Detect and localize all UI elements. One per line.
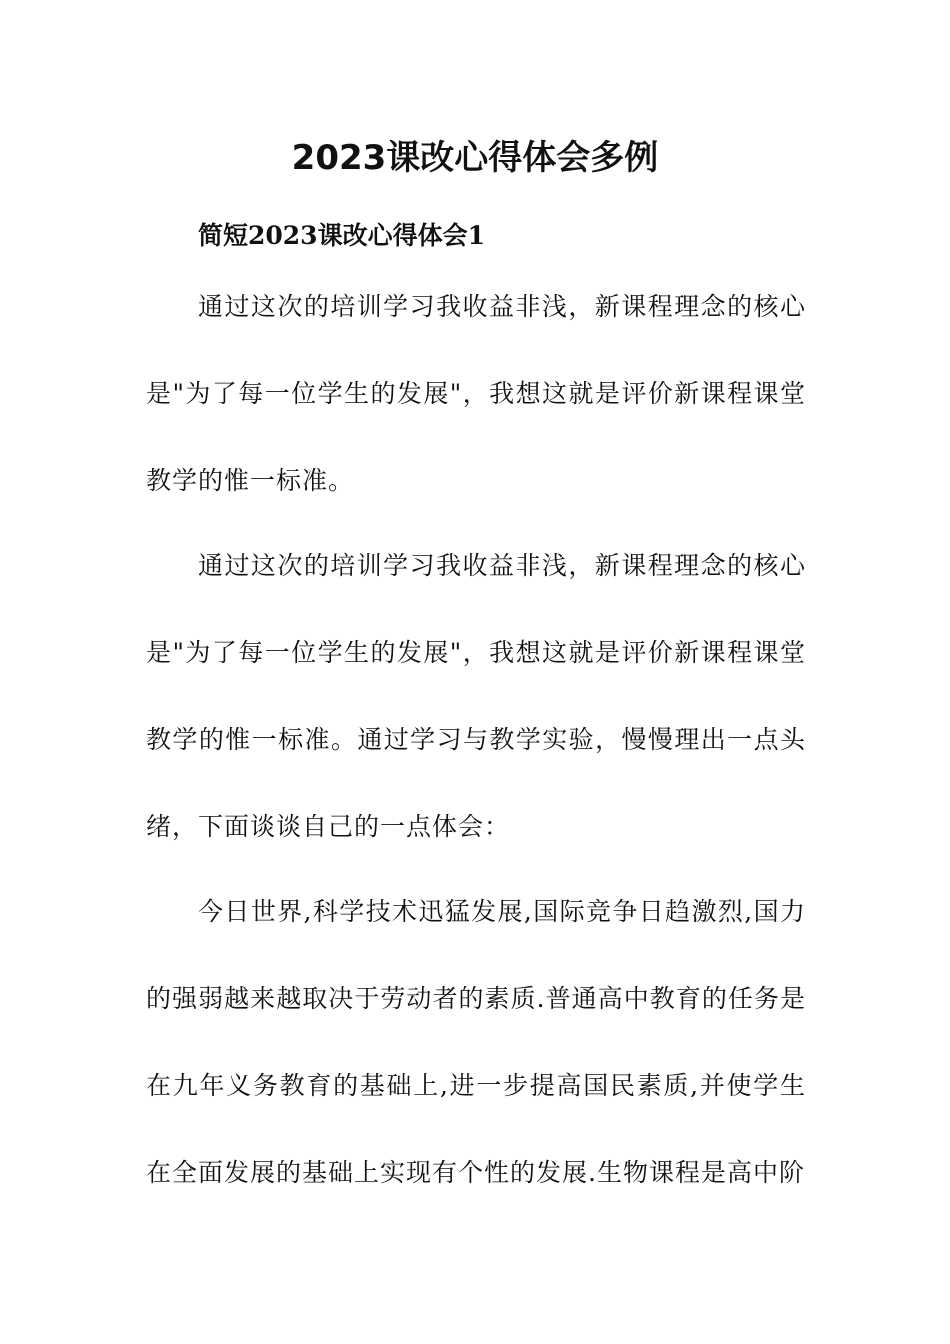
paragraph-1: 通过这次的培训学习我收益非浅，新课程理念的核心是"为了每一位学生的发展"，我想这就是评价新课程课堂教学的惟一标准。 [146, 292, 806, 495]
paragraph-3: 今日世界,科学技术迅猛发展,国际竞争日趋激烈,国力的强弱越来越取决于劳动者的素质.普通高中教育的任务是在九年义务教育的基础上,进一步提高国民素质,并使学生在全面发展的基础上实现有个性的发展.生物课程是高中阶 [146, 897, 806, 1187]
section-heading: 简短2023课改心得体会1 [198, 221, 485, 250]
paragraph-2: 通过这次的培训学习我收益非浅，新课程理念的核心是"为了每一位学生的发展"，我想这就是评价新课程课堂教学的惟一标准。通过学习与教学实验，慢慢理出一点头绪，下面谈谈自己的一点体会： [146, 551, 806, 841]
document-title: 2023课改心得体会多例 [291, 138, 659, 178]
